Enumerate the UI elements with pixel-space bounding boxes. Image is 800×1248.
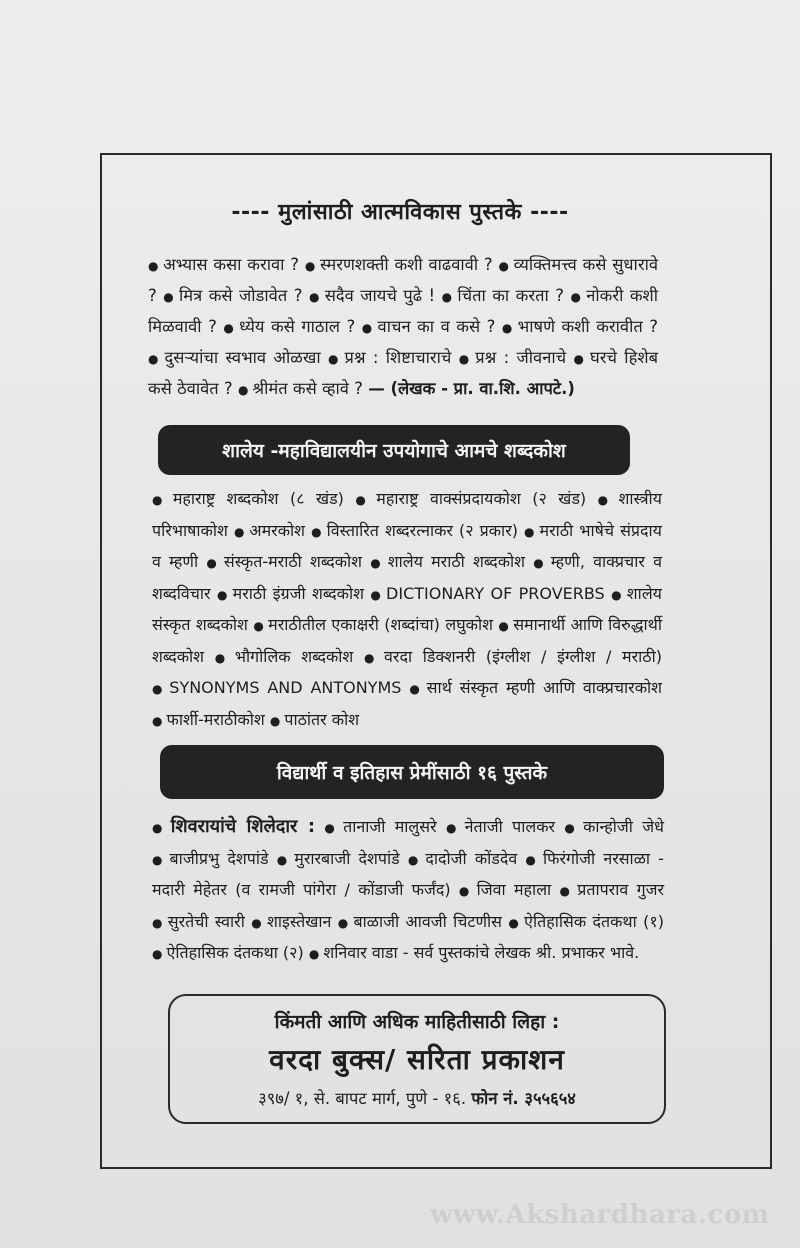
dictionary-item: ● महाराष्ट्र वाक्संप्रदायकोश (२ खंड): [355, 489, 586, 508]
self-development-book-item: ● श्रीमंत कसे व्हावे ?: [238, 379, 363, 398]
contact-box: [168, 994, 666, 1124]
dictionary-item: ● संस्कृत-मराठी शब्दकोश: [206, 552, 362, 571]
self-development-book-item: ● स्मरणशक्ती कशी वाढवावी ?: [305, 255, 493, 274]
dictionary-list: [152, 484, 662, 736]
self-development-heading: ---- मुलांसाठी आत्मविकास पुस्तके ----: [231, 200, 569, 225]
history-book-item: ● फिरंगोजी नरसाळा - मदारी मेहेतर (व रामजी पांगेरा / कोंडाजी फर्जंद): [152, 849, 664, 900]
dictionary-item: ● महाराष्ट्र शब्दकोश (८ खंड): [152, 489, 344, 508]
dictionary-item: ● सार्थ संस्कृत म्हणी आणि वाक्प्रचारकोश: [409, 678, 662, 697]
dictionary-item: ● DICTIONARY OF PROVERBS: [370, 584, 604, 603]
history-book-item: ● बाजीप्रभु देशपांडे: [152, 849, 269, 868]
publisher-phone: फोन नं. ३५५६५४: [471, 1089, 576, 1108]
dictionary-item: ● मराठी इंग्रजी शब्दकोश: [217, 584, 364, 603]
publisher-address-line: [170, 1086, 664, 1109]
history-book-item: ● मुरारबाजी देशपांडे: [277, 849, 400, 868]
dictionary-item: ● भौगोलिक शब्दकोश: [215, 647, 354, 666]
history-book-item: ● सुरतेची स्वारी: [152, 912, 245, 931]
dictionary-item: ● शास्त्रीय परिभाषाकोश: [152, 489, 662, 540]
contact-prompt: किंमती आणि अधिक माहितीसाठी लिहा :: [274, 1011, 560, 1033]
dictionary-item: ● SYNONYMS AND ANTONYMS: [152, 678, 401, 697]
dictionary-item: ● वरदा डिक्शनरी (इंग्लीश / इंग्लीश / मराठी): [364, 647, 662, 666]
history-book-item: ● शनिवार वाडा - सर्व पुस्तकांचे लेखक श्री. प्रभाकर भावे.: [309, 943, 639, 962]
self-development-book-item: ● सदैव जायचे पुढे !: [309, 286, 435, 305]
dictionary-item: ● पाठांतर कोश: [270, 710, 359, 729]
dictionary-item: ● म्हणी, वाक्प्रचार व शब्दविचार: [152, 552, 662, 603]
history-book-item: ● दादोजी कोंडदेव: [408, 849, 517, 868]
history-book-item: ● बाळाजी आवजी चिटणीस: [338, 912, 502, 931]
history-book-item: ● ऐतिहासिक दंतकथा (१): [508, 912, 664, 931]
dictionary-item: ● शालेय मराठी शब्दकोश: [370, 552, 525, 571]
history-book-item: ● प्रतापराव गुजर: [560, 880, 664, 899]
self-development-book-item: ● दुसऱ्यांचा स्वभाव ओळखा: [148, 348, 321, 367]
history-book-item: ● नेताजी पालकर: [446, 817, 555, 836]
history-books-list: [152, 812, 664, 970]
self-development-book-item: ● भाषणे कशी करावीत ?: [502, 317, 658, 336]
history-book-item: ● कान्होजी जेधे: [564, 817, 664, 836]
publisher-address: ३९७/ १, से. बापट मार्ग, पुणे - १६.: [258, 1089, 467, 1108]
self-development-list: [148, 250, 658, 405]
history-book-item: ● ऐतिहासिक दंतकथा (२): [152, 943, 304, 962]
publisher-name: वरदा बुक्स/ सरिता प्रकाशन: [269, 1043, 565, 1076]
dictionary-item: ● शालेय संस्कृत शब्दकोश: [152, 584, 662, 635]
author-credit: — (लेखक - प्रा. वा.शि. आपटे.): [368, 379, 575, 398]
watermark: www.Akshardhara.com: [430, 1200, 770, 1230]
dictionary-item: ● फार्शी-मराठीकोश: [152, 710, 265, 729]
history-book-item: ● जिवा महाला: [459, 880, 551, 899]
history-book-item: ● शाइस्तेखान: [251, 912, 331, 931]
self-development-book-item: ● चिंता का करता ?: [442, 286, 564, 305]
self-development-book-item: ● घरचे हिशेब कसे ठेवावेत ?: [148, 348, 658, 398]
dictionary-item: ● विस्तारित शब्दरत्नाकर (२ प्रकार): [311, 521, 518, 540]
dictionary-item: ● समानार्थी आणि विरुद्धार्थी शब्दकोश: [152, 615, 662, 666]
self-development-book-item: ● व्यक्तिमत्त्व कसे सुधारावे ?: [148, 255, 658, 305]
history-series-lead: ● शिवरायांचे शिलेदार :: [152, 816, 315, 837]
self-development-book-item: ● नोकरी कशी मिळवावी ?: [148, 286, 658, 336]
history-books-banner: विद्यार्थी व इतिहास प्रेमींसाठी १६ पुस्तके: [160, 745, 664, 799]
self-development-book-item: ● मित्र कसे जोडावेत ?: [163, 286, 302, 305]
dictionary-item: ● मराठी भाषेचे संप्रदाय व म्हणी: [152, 521, 662, 572]
history-book-item: ● तानाजी मालुसरे: [324, 817, 436, 836]
self-development-book-item: ● ध्येय कसे गाठाल ?: [223, 317, 355, 336]
self-development-book-item: ● प्रश्न : जीवनाचे: [459, 348, 566, 367]
self-development-book-item: ● वाचन का व कसे ?: [362, 317, 496, 336]
dictionary-banner: शालेय -महाविद्यालयीन उपयोगाचे आमचे शब्दकोश: [158, 425, 630, 475]
self-development-book-item: ● प्रश्न : शिष्टाचाराचे: [328, 348, 451, 367]
dictionary-item: ● अमरकोश: [234, 521, 305, 540]
self-development-book-item: ● अभ्यास कसा करावा ?: [148, 255, 299, 274]
dictionary-item: ● मराठीतील एकाक्षरी (शब्दांचा) लघुकोश: [253, 615, 493, 634]
